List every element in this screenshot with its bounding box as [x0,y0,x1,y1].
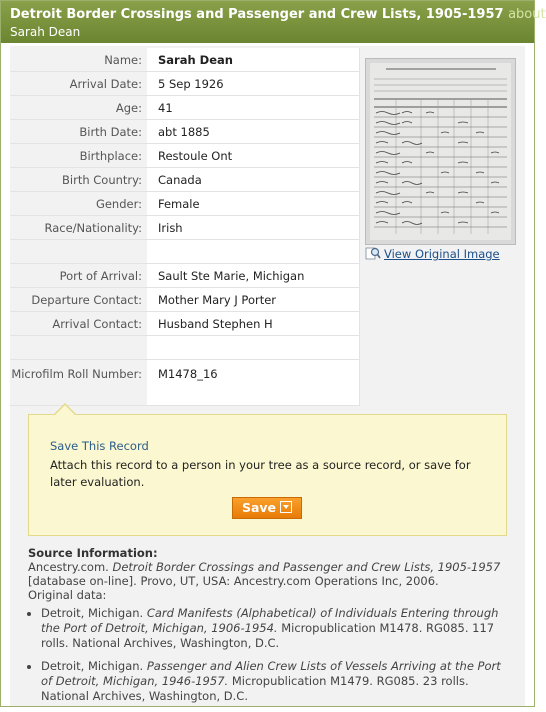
field-label: Microfilm Roll Number: [10,360,147,406]
field-label: Birth Country: [10,168,147,192]
field-row-name [10,48,360,72]
field-label: Name: [10,48,147,72]
original-data-prefix: Detroit, Michigan. [41,659,144,673]
record-content [10,46,525,706]
field-value: M1478_16 [147,360,360,406]
original-data-prefix: Detroit, Michigan. [41,606,144,620]
field-row-port-of-arrival [10,264,360,288]
field-row-race [10,216,360,240]
field-value [147,240,360,264]
record-header [1,1,546,43]
original-data-list [28,606,508,704]
field-row-birth-country [10,168,360,192]
original-data-item [41,606,508,651]
collection-title [10,7,546,22]
field-value: Irish [147,216,360,240]
field-value: abt 1885 [147,120,360,144]
person-name-heading: Sarah Dean [10,25,81,39]
field-row-age [10,96,360,120]
record-fields-table [10,48,360,406]
field-value: Mother Mary J Porter [147,288,360,312]
source-heading: Source Information: [28,546,158,560]
magnifier-icon [365,246,381,260]
field-label [10,336,147,360]
field-row-spacer [10,240,360,264]
source-information [28,546,508,712]
field-row-arrival-contact [10,312,360,336]
view-original-image-link[interactable]: View Original Image [384,247,500,261]
view-original-image[interactable] [365,246,500,261]
about-link[interactable]: about [508,7,546,22]
field-value: Husband Stephen H [147,312,360,336]
field-label: Port of Arrival: [10,264,147,288]
record-image-scan [366,59,515,244]
field-row-spacer [10,336,360,360]
source-citation-title: Detroit Border Crossings and Passenger and Crew Lists, 1905-1957 [112,560,501,574]
source-citation-prefix: Ancestry.com. [28,560,109,574]
field-value: Canada [147,168,360,192]
field-label: Arrival Date: [10,72,147,96]
field-value: Sault Ste Marie, Michigan [147,264,360,288]
field-label: Race/Nationality: [10,216,147,240]
field-value: 41 [147,96,360,120]
record-image-thumbnail[interactable] [365,58,516,245]
save-record-description: Attach this record to a person in your tree as a source record, or save for later evaluation. [50,458,471,489]
save-record-panel [28,414,507,536]
field-value: Sarah Dean [147,48,360,72]
collection-title-text: Detroit Border Crossings and Passenger and Crew Lists, 1905-1957 [10,7,504,22]
field-row-departure-contact [10,288,360,312]
field-row-gender [10,192,360,216]
field-value [147,336,360,360]
field-label: Birthplace: [10,144,147,168]
field-label: Arrival Contact: [10,312,147,336]
field-row-birthplace [10,144,360,168]
original-data-title: Passenger and Alien Crew Lists of Vessels Arriving at the Port of Detroit, Michigan, 1946-1957. [41,659,501,688]
source-citation-suffix: [database on-line]. Provo, UT, USA: Ancestry.com Operations Inc, 2006. [28,574,439,588]
callout-pointer-fill [54,405,76,416]
field-row-birth-date [10,120,360,144]
field-value: Restoule Ont [147,144,360,168]
original-data-item [41,659,508,704]
save-button[interactable] [232,497,302,519]
save-button-label: Save [241,500,277,515]
field-row-arrival-date [10,72,360,96]
field-label [10,240,147,264]
original-data-title: Card Manifests (Alphabetical) of Individuals Entering through the Port of Detroit, Michigan, 1906-1954. [41,606,499,635]
field-value: 5 Sep 1926 [147,72,360,96]
field-label: Gender: [10,192,147,216]
source-citation [28,560,508,588]
field-row-microfilm [10,360,360,406]
field-label: Departure Contact: [10,288,147,312]
dropdown-arrow-icon[interactable] [280,501,292,513]
save-record-title: Save This Record [50,439,149,453]
original-data-label: Original data: [28,588,107,602]
original-data-suffix: Micropublication M1479. RG085. 23 rolls. National Archives, Washington, D.C. [41,674,469,703]
original-data-suffix: Micropublication M1478. RG085. 117 rolls. National Archives, Washington, D.C. [41,621,495,650]
field-value: Female [147,192,360,216]
field-label: Birth Date: [10,120,147,144]
field-label: Age: [10,96,147,120]
